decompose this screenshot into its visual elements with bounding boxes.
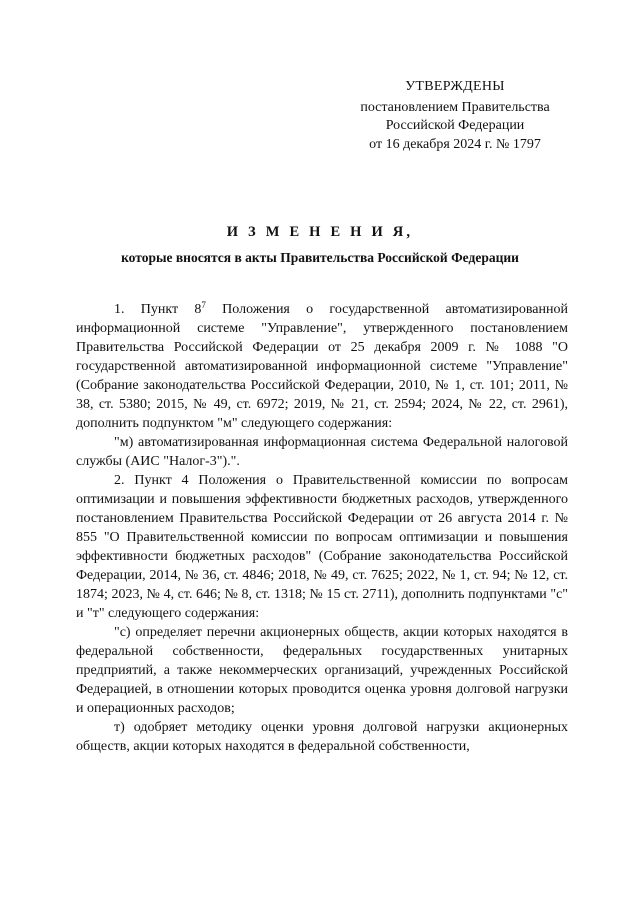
- document-title: И З М Е Н Е Н И Я,: [226, 224, 414, 240]
- paragraph-1-quote: "м) автоматизированная информационная система Федеральной налоговой службы (АИС "Налог-3").".: [76, 435, 568, 469]
- paragraph-2-subitem-c: "с) определяет перечни акционерных обществ, акции которых находятся в федеральной собственности, федеральных государственных унитарных предприятий, а также некоммерческих организаций, учрежденных Российской Федерацией, в отношении которых проводится оценка уровня долговой нагрузки и операционных расходов;: [76, 625, 568, 716]
- approval-line-1: постановлением Правительства: [360, 99, 550, 115]
- paragraph-2: 2. Пункт 4 Положения о Правительственной комиссии по вопросам оптимизации и повышения эффективности бюджетных расходов, утвержденного постановлением Правительства Российской Федерации от 26 августа 2014 г. № 855 "О Правительственной комиссии по вопросам оптимизации и повышения эффективности бюджетных расходов" (Собрание законодательства Российской Федерации, 2014, № 36, ст. 4846; 2018, № 49, ст. 7625; 2022, № 1, ст. 94; № 12, ст. 1874; 2023, № 4, ст. 646; № 8, ст. 1318; № 15 ст. 2711), дополнить подпунктами "с" и "т" следующего содержания:: [76, 473, 568, 621]
- approval-line-2: Российской Федерации: [385, 118, 525, 133]
- paragraph-2-subitem-t: т) одобряет методику оценки уровня долговой нагрузки акционерных обществ, акции которых находятся в федеральной собственности,: [76, 720, 568, 754]
- paragraph-1: [76, 300, 568, 433]
- paragraph-1-superscript: 7: [201, 300, 206, 310]
- document-body: [76, 300, 568, 756]
- approval-stamp: [330, 78, 580, 154]
- document-subtitle: которые вносятся в акты Правительства Российской Федерации: [121, 250, 519, 265]
- approval-line-3: от 16 декабря 2024 г. № 1797: [369, 136, 541, 152]
- paragraph-1-start: 1. Пункт 8: [114, 302, 202, 317]
- paragraph-1-rest: Положения о государственной автоматизированной информационной системе "Управление", утвержденного постановлением Правительства Российской Федерации от 25 декабря 2009 г. № 1088 "О государственной автоматизированной информационной системе "Управление" (Собрание законодательства Российской Федерации, 2010, № 1, ст. 101; 2011, № 38, ст. 5380; 2015, № 49, ст. 6972; 2019, № 21, ст. 2594; 2024, № 22, ст. 2961), дополнить подпунктом "м" следующего содержания:: [76, 302, 568, 431]
- approval-heading: УТВЕРЖДЕНЫ: [405, 79, 505, 94]
